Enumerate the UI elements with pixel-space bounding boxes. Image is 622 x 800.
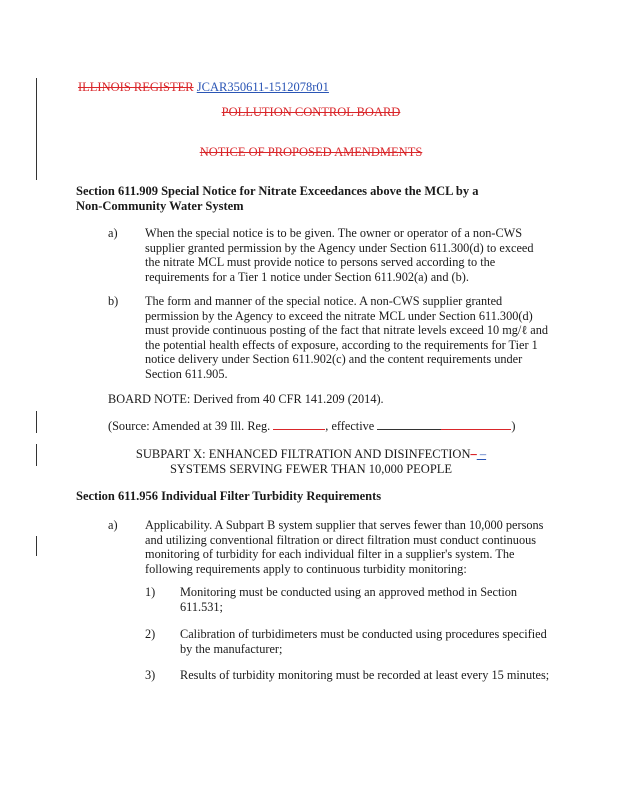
notice-header: NOTICE OF PROPOSED AMENDMENTS (199, 145, 423, 159)
item-label: 2) (145, 627, 156, 641)
section-909-title: Section 611.909 Special Notice for Nitrate Exceedances above the MCL by a Non-Community Water System (76, 184, 479, 213)
section-909-paragraph-a: When the special notice is to be given. The owner or operator of a non-CWS supplier granted permission by the Agency under Section 611.300(d) to exceed the nitrate MCL must provide notice to persons served according to the requirements for a Tier 1 notice under Section 611.902(a) and (b). (145, 226, 534, 284)
board-header: POLLUTION CONTROL BOARD (221, 105, 401, 119)
item-label: 3) (145, 668, 156, 682)
register-header (78, 80, 329, 95)
register-document-id[interactable]: JCAR350611-1512078r01 (196, 80, 329, 94)
register-page-blank (273, 418, 325, 430)
section-909-paragraph-b: The form and manner of the special notice. A non-CWS supplier granted permission by the Agency to exceed the nitrate MCL under Section 611.300(d) must provide continuous posting of the fact that nitrate levels exceed 10 mg/ℓ and the potential health effects of exposure, according to the requirements for Tier 1 notice delivery under Section 611.902(c) and the content requirements under Section 611.905. (145, 294, 549, 381)
paragraph-label: b) (108, 294, 119, 308)
register-deleted-text: ILLINOIS REGISTER (78, 80, 194, 94)
change-bar (36, 78, 37, 180)
paragraph-label: a) (108, 518, 118, 532)
section-956-title: Section 611.956 Individual Filter Turbidity Requirements (76, 489, 382, 503)
subpart-x-heading: SUBPART X: ENHANCED FILTRATION AND DISINFECTION– – SYSTEMS SERVING FEWER THAN 10,000 PEOPLE (135, 447, 487, 476)
change-bar (36, 536, 37, 556)
section-956-item-2: Calibration of turbidimeters must be conducted using procedures specified by the manufacturer; (180, 627, 547, 656)
section-956-item-1: Monitoring must be conducted using an approved method in Section 611.531; (180, 585, 518, 614)
change-bar (36, 411, 37, 433)
item-label: 1) (145, 585, 156, 599)
section-956-paragraph-a: Applicability. A Subpart B system supplier that serves fewer than 10,000 persons and utilizing conventional filtration or direct filtration must conduct continuous monitoring of turbidity for each individual filter in a supplier's system. The following requirements apply to continuous turbidity monitoring: (145, 518, 544, 576)
section-956-item-3: Results of turbidity monitoring must be recorded at least every 15 minutes; (180, 668, 550, 682)
effective-date-blank-inserted (441, 418, 511, 430)
paragraph-label: a) (108, 226, 118, 240)
board-note: BOARD NOTE: Derived from 40 CFR 141.209 (2014). (108, 392, 384, 406)
effective-date-blank (377, 418, 441, 430)
source-note: (Source: Amended at 39 Ill. Reg. , effective ) (108, 419, 516, 433)
